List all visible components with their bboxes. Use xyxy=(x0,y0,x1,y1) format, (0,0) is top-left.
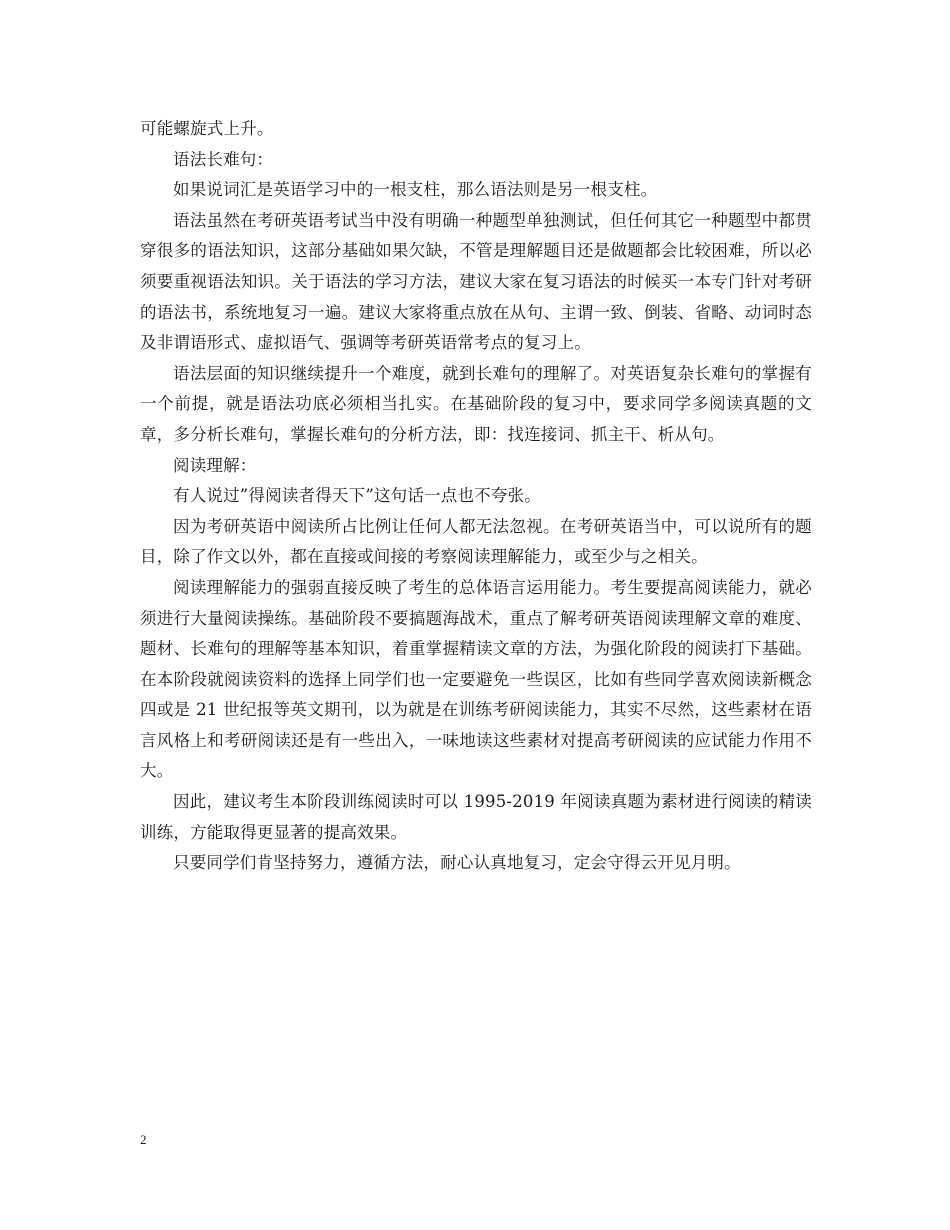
paragraph-grammar-method: 语法虽然在考研英语考试当中没有明确一种题型单独测试，但任何其它一种题型中都贯穿很多的语法知识，这部分基础如果欠缺，不管是理解题目还是做题都会比较困难，所以必须要重视语法知识。关于语法的学习方法，建议大家在复习语法的时候买一本专门针对考研的语法书，系统地复习一遍。建议大家将重点放在从句、主谓一致、倒装、省略、动词时态及非谓语形式、虚拟语气、强调等考研英语常考点的复习上。 xyxy=(140,210,812,353)
heading-reading: 阅读理解： xyxy=(173,455,257,475)
document-body xyxy=(140,114,812,879)
paragraph-continuation: 可能螺旋式上升。 xyxy=(140,119,274,138)
paragraph-grammar-intro: 如果说词汇是英语学习中的一根支柱，那么语法则是另一根支柱。 xyxy=(173,180,658,200)
paragraph-reading-quote: 有人说过”得阅读者得天下”这句话一点也不夸张。 xyxy=(173,486,541,506)
paragraph-reading-ability: 阅读理解能力的强弱直接反映了考生的总体语言运用能力。考生要提高阅读能力，就必须进行大量阅读操练。基础阶段不要搞题海战术，重点了解考研英语阅读理解文章的难度、题材、长难句的理解等基本知识，着重掌握精读文章的方法，为强化阶段的阅读打下基础。在本阶段就阅读资料的选择上同学们也一定要避免一些误区，比如有些同学喜欢阅读新概念四或是 21 世纪报等英文期刊，以为就是在训练考研阅读能力，其实不尽然，这些素材在语言风格上和考研阅读还是有一些出入，一味地读这些素材对提高考研阅读的应试能力作用不大。 xyxy=(140,577,812,781)
paragraph-conclusion: 只要同学们肯坚持努力，遵循方法，耐心认真地复习，定会守得云开见月明。 xyxy=(173,853,741,873)
paragraph-reading-advice: 因此，建议考生本阶段训练阅读时可以 1995-2019 年阅读真题为素材进行阅读的精读训练，方能取得更显著的提高效果。 xyxy=(140,792,812,842)
paragraph-long-sentences: 语法层面的知识继续提升一个难度，就到长难句的理解了。对英语复杂长难句的掌握有一个前提，就是语法功底必须相当扎实。在基础阶段的复习中，要求同学多阅读真题的文章，多分析长难句，掌握长难句的分析方法，即：找连接词、抓主干、析从句。 xyxy=(140,363,812,444)
page-number: 2 xyxy=(140,1132,147,1147)
heading-grammar: 语法长难句： xyxy=(173,149,274,169)
paragraph-reading-importance: 因为考研英语中阅读所占比例让任何人都无法忽视。在考研英语当中，可以说所有的题目，除了作文以外，都在直接或间接的考察阅读理解能力，或至少与之相关。 xyxy=(140,516,812,567)
